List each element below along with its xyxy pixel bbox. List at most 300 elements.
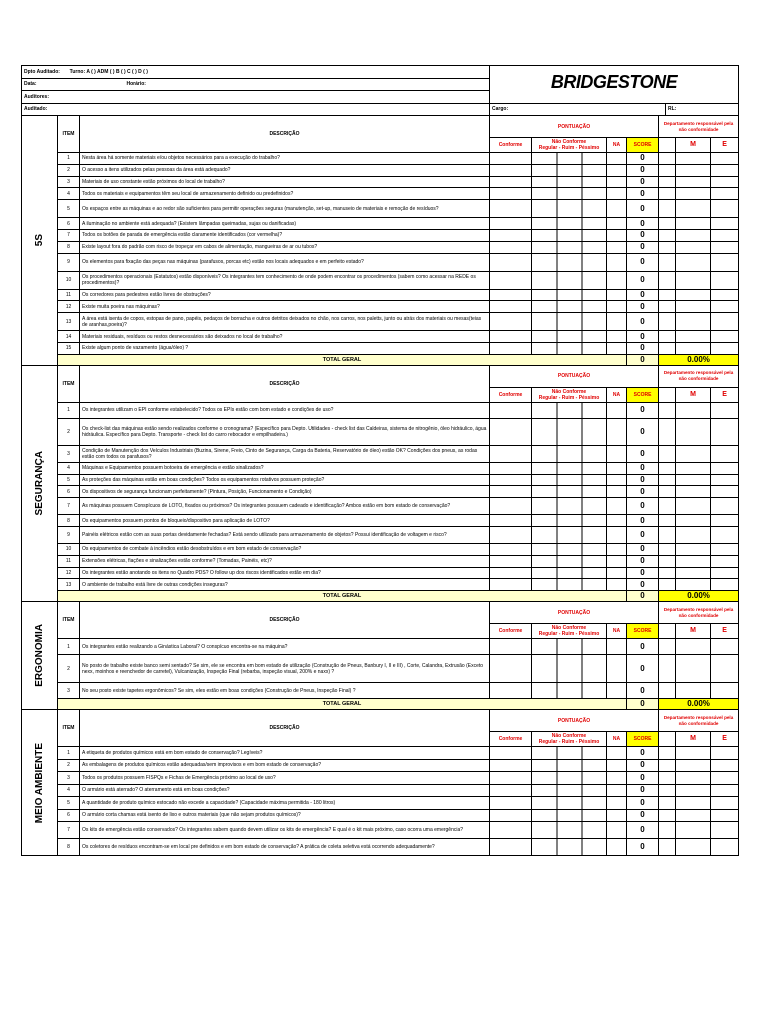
dept-cell[interactable] xyxy=(659,486,676,498)
conforme-cell[interactable] xyxy=(490,515,532,527)
nao-conforme-cell[interactable] xyxy=(532,822,607,839)
auditado-cell[interactable] xyxy=(22,103,490,116)
nao-conforme-cell[interactable] xyxy=(532,313,607,331)
dept-blank-header xyxy=(659,732,676,747)
na-cell[interactable] xyxy=(607,747,627,760)
e-cell[interactable] xyxy=(711,784,739,797)
dept-cell[interactable] xyxy=(659,342,676,354)
na-cell[interactable] xyxy=(607,526,627,543)
na-cell[interactable] xyxy=(607,683,627,699)
dept-cell[interactable] xyxy=(659,759,676,772)
item-number: 15 xyxy=(58,342,80,354)
table-row xyxy=(22,809,739,822)
nao-conforme-header xyxy=(532,624,607,639)
item-number: 5 xyxy=(58,797,80,810)
nao-conforme-cell[interactable] xyxy=(532,655,607,683)
m-cell[interactable] xyxy=(676,218,711,230)
nao-conforme-cell[interactable] xyxy=(532,402,607,418)
descricao-header: DESCRIÇÃO xyxy=(80,365,490,402)
dept-cell[interactable] xyxy=(659,772,676,785)
e-cell[interactable] xyxy=(711,555,739,567)
cargo-cell[interactable] xyxy=(490,103,666,116)
nao-conforme-cell[interactable] xyxy=(532,271,607,289)
conforme-cell[interactable] xyxy=(490,313,532,331)
item-description: O armário está aterrado? O aterramento está em boas condições? xyxy=(80,784,490,797)
na-cell[interactable] xyxy=(607,342,627,354)
m-cell[interactable] xyxy=(676,526,711,543)
nao-conforme-cell[interactable] xyxy=(532,784,607,797)
e-cell[interactable] xyxy=(711,218,739,230)
m-cell[interactable] xyxy=(676,153,711,165)
conforme-cell[interactable] xyxy=(490,526,532,543)
m-cell[interactable] xyxy=(676,445,711,462)
e-cell[interactable] xyxy=(711,498,739,515)
dept-cell[interactable] xyxy=(659,253,676,271)
table-row xyxy=(22,253,739,271)
conforme-cell[interactable] xyxy=(490,784,532,797)
descricao-header: DESCRIÇÃO xyxy=(80,710,490,747)
e-cell[interactable] xyxy=(711,462,739,474)
dept-cell[interactable] xyxy=(659,809,676,822)
conforme-cell[interactable] xyxy=(490,655,532,683)
dept-cell[interactable] xyxy=(659,313,676,331)
conforme-cell[interactable] xyxy=(490,200,532,218)
nao-conforme-cell[interactable] xyxy=(532,515,607,527)
score-cell: 0 xyxy=(627,639,659,655)
na-cell[interactable] xyxy=(607,253,627,271)
nao-conforme-cell[interactable] xyxy=(532,342,607,354)
na-cell[interactable] xyxy=(607,639,627,655)
item-description: Os equipamentos possuem pontos de bloqueio/dispositivo para aplicação de LOTO? xyxy=(80,515,490,527)
na-cell[interactable] xyxy=(607,809,627,822)
dept-cell[interactable] xyxy=(659,331,676,343)
na-cell[interactable] xyxy=(607,289,627,301)
conforme-cell[interactable] xyxy=(490,797,532,810)
nao-conforme-cell[interactable] xyxy=(532,526,607,543)
e-cell[interactable] xyxy=(711,567,739,579)
m-cell[interactable] xyxy=(676,342,711,354)
e-cell[interactable] xyxy=(711,331,739,343)
na-cell[interactable] xyxy=(607,543,627,555)
total-score: 0 xyxy=(627,354,659,365)
conforme-cell[interactable] xyxy=(490,418,532,445)
conforme-cell[interactable] xyxy=(490,402,532,418)
dept-cell[interactable] xyxy=(659,567,676,579)
nao-conforme-cell[interactable] xyxy=(532,639,607,655)
nao-conforme-cell[interactable] xyxy=(532,200,607,218)
dpto-cell[interactable] xyxy=(22,66,490,79)
e-cell[interactable] xyxy=(711,200,739,218)
item-description: Extensões elétricas, fiações e sinalizações estão conforme? (Tomadas, Painéis, etc)? xyxy=(80,555,490,567)
nao-conforme-cell[interactable] xyxy=(532,498,607,515)
e-cell[interactable] xyxy=(711,797,739,810)
conforme-cell[interactable] xyxy=(490,301,532,313)
score-header: SCORE xyxy=(627,387,659,402)
m-cell[interactable] xyxy=(676,200,711,218)
conforme-cell[interactable] xyxy=(490,809,532,822)
header-table xyxy=(21,65,739,116)
na-cell[interactable] xyxy=(607,772,627,785)
item-description: O acesso a itens utilizados pelas pessoas da área está adequado? xyxy=(80,164,490,176)
dept-cell[interactable] xyxy=(659,176,676,188)
conforme-cell[interactable] xyxy=(490,176,532,188)
item-number: 8 xyxy=(58,515,80,527)
na-cell[interactable] xyxy=(607,301,627,313)
item-description: Existe muita poeira nas máquinas? xyxy=(80,301,490,313)
conforme-header: Conforme xyxy=(490,138,532,153)
nao-conforme-sub: Regular - Ruim - Péssimo xyxy=(538,145,600,151)
section-name: SEGURANÇA xyxy=(33,451,45,516)
e-cell[interactable] xyxy=(711,445,739,462)
conforme-cell[interactable] xyxy=(490,555,532,567)
dept-cell[interactable] xyxy=(659,639,676,655)
dept-cell[interactable] xyxy=(659,402,676,418)
na-cell[interactable] xyxy=(607,462,627,474)
nao-conforme-cell[interactable] xyxy=(532,772,607,785)
item-description: No posto de trabalho existe banco semi sentado? Se sim, ele se encontra em bom estado de utilização (Construção de Pneus, Banbury I, II e III) , Corte, Calandra, Extrusão (Exceto nexx, moinhos e reenchedor de carretel), Vulcanização, Inspeção Final (rebarba, inspeção visual, 200% e naxx) ? xyxy=(80,655,490,683)
na-cell[interactable] xyxy=(607,445,627,462)
nao-conforme-cell[interactable] xyxy=(532,797,607,810)
e-cell[interactable] xyxy=(711,579,739,591)
nao-conforme-cell[interactable] xyxy=(532,567,607,579)
nao-conforme-cell[interactable] xyxy=(532,759,607,772)
nao-conforme-cell[interactable] xyxy=(532,445,607,462)
m-cell[interactable] xyxy=(676,515,711,527)
dept-cell[interactable] xyxy=(659,164,676,176)
conforme-cell[interactable] xyxy=(490,772,532,785)
item-description: A área está isenta de copos, estopas de pano, papéis, pedaços de borracha e outros detritos deixados no chão, nos carros, nos paletts, junto ou atrás dos materiais ou mesas(teias de aranhas,poeira)? xyxy=(80,313,490,331)
na-cell[interactable] xyxy=(607,271,627,289)
score-cell: 0 xyxy=(627,515,659,527)
conforme-cell[interactable] xyxy=(490,543,532,555)
e-cell[interactable] xyxy=(711,809,739,822)
na-cell[interactable] xyxy=(607,486,627,498)
item-number: 14 xyxy=(58,331,80,343)
score-cell: 0 xyxy=(627,526,659,543)
score-cell: 0 xyxy=(627,772,659,785)
m-cell[interactable] xyxy=(676,683,711,699)
na-cell[interactable] xyxy=(607,153,627,165)
conforme-cell[interactable] xyxy=(490,474,532,486)
m-cell[interactable] xyxy=(676,567,711,579)
dept-cell[interactable] xyxy=(659,241,676,253)
m-cell[interactable] xyxy=(676,402,711,418)
audit-sheet xyxy=(21,65,738,856)
dept-cell[interactable] xyxy=(659,445,676,462)
table-row xyxy=(22,313,739,331)
nao-conforme-cell[interactable] xyxy=(532,462,607,474)
dept-cell[interactable] xyxy=(659,526,676,543)
conforme-cell[interactable] xyxy=(490,188,532,200)
m-cell[interactable] xyxy=(676,639,711,655)
rl-cell[interactable] xyxy=(666,103,739,116)
e-cell[interactable] xyxy=(711,772,739,785)
nao-conforme-cell[interactable] xyxy=(532,543,607,555)
item-number: 3 xyxy=(58,445,80,462)
na-cell[interactable] xyxy=(607,229,627,241)
nao-conforme-cell[interactable] xyxy=(532,747,607,760)
nao-conforme-cell[interactable] xyxy=(532,418,607,445)
dept-cell[interactable] xyxy=(659,153,676,165)
e-cell[interactable] xyxy=(711,241,739,253)
m-cell[interactable] xyxy=(676,313,711,331)
na-cell[interactable] xyxy=(607,474,627,486)
m-cell[interactable] xyxy=(676,271,711,289)
nao-conforme-cell[interactable] xyxy=(532,683,607,699)
nao-conforme-cell[interactable] xyxy=(532,486,607,498)
nao-conforme-cell[interactable] xyxy=(532,253,607,271)
dept-cell[interactable] xyxy=(659,289,676,301)
dept-cell[interactable] xyxy=(659,271,676,289)
dept-cell[interactable] xyxy=(659,797,676,810)
e-cell[interactable] xyxy=(711,474,739,486)
nao-conforme-cell[interactable] xyxy=(532,188,607,200)
e-cell[interactable] xyxy=(711,271,739,289)
e-cell[interactable] xyxy=(711,747,739,760)
conforme-cell[interactable] xyxy=(490,218,532,230)
na-cell[interactable] xyxy=(607,241,627,253)
dept-cell[interactable] xyxy=(659,784,676,797)
nao-conforme-cell[interactable] xyxy=(532,176,607,188)
na-cell[interactable] xyxy=(607,402,627,418)
m-cell[interactable] xyxy=(676,474,711,486)
nao-conforme-cell[interactable] xyxy=(532,289,607,301)
conforme-cell[interactable] xyxy=(490,639,532,655)
section-name: MEIO AMBIENTE xyxy=(33,742,45,823)
na-cell[interactable] xyxy=(607,418,627,445)
e-cell[interactable] xyxy=(711,655,739,683)
dept-cell[interactable] xyxy=(659,418,676,445)
conforme-cell[interactable] xyxy=(490,153,532,165)
na-cell[interactable] xyxy=(607,188,627,200)
auditado-label: Auditado: xyxy=(24,106,48,113)
score-cell: 0 xyxy=(627,253,659,271)
e-cell[interactable] xyxy=(711,839,739,856)
table-row xyxy=(22,474,739,486)
item-number: 1 xyxy=(58,402,80,418)
item-description: Os procedimentos operacionais (Estatutos) estão disponíveis? Os integrantes tem conhecimento de onde podem encontrar os procedimentos (sabem como acessar na REDE os procedimentos)? xyxy=(80,271,490,289)
na-cell[interactable] xyxy=(607,176,627,188)
dept-cell[interactable] xyxy=(659,218,676,230)
dept-cell[interactable] xyxy=(659,555,676,567)
item-description: Existe layout fora do padrão com risco de tropeçar em cabos de alimentação, mangueiras de ar ou tubos? xyxy=(80,241,490,253)
dept-cell[interactable] xyxy=(659,474,676,486)
e-cell[interactable] xyxy=(711,543,739,555)
item-number: 7 xyxy=(58,498,80,515)
e-cell[interactable] xyxy=(711,418,739,445)
nao-conforme-cell[interactable] xyxy=(532,809,607,822)
conforme-cell[interactable] xyxy=(490,579,532,591)
m-cell[interactable] xyxy=(676,579,711,591)
e-cell[interactable] xyxy=(711,229,739,241)
e-cell[interactable] xyxy=(711,164,739,176)
m-cell[interactable] xyxy=(676,747,711,760)
m-cell[interactable] xyxy=(676,486,711,498)
conforme-cell[interactable] xyxy=(490,462,532,474)
conforme-cell[interactable] xyxy=(490,839,532,856)
m-cell[interactable] xyxy=(676,418,711,445)
m-cell[interactable] xyxy=(676,822,711,839)
na-cell[interactable] xyxy=(607,313,627,331)
item-number: 1 xyxy=(58,639,80,655)
m-cell[interactable] xyxy=(676,655,711,683)
conforme-cell[interactable] xyxy=(490,289,532,301)
conforme-cell[interactable] xyxy=(490,164,532,176)
m-cell[interactable] xyxy=(676,839,711,856)
item-description: Os integrantes estão realizando a Ginástica Laboral? O conspícuo encontra-se na máquina? xyxy=(80,639,490,655)
na-cell[interactable] xyxy=(607,759,627,772)
m-cell[interactable] xyxy=(676,241,711,253)
nao-conforme-cell[interactable] xyxy=(532,241,607,253)
na-cell[interactable] xyxy=(607,839,627,856)
m-cell[interactable] xyxy=(676,498,711,515)
nao-conforme-cell[interactable] xyxy=(532,218,607,230)
e-cell[interactable] xyxy=(711,486,739,498)
m-cell[interactable] xyxy=(676,229,711,241)
na-cell[interactable] xyxy=(607,555,627,567)
na-cell[interactable] xyxy=(607,797,627,810)
m-cell[interactable] xyxy=(676,784,711,797)
e-cell[interactable] xyxy=(711,639,739,655)
na-cell[interactable] xyxy=(607,655,627,683)
auditores-cell[interactable] xyxy=(22,91,490,104)
table-row xyxy=(22,229,739,241)
conforme-cell[interactable] xyxy=(490,822,532,839)
m-cell[interactable] xyxy=(676,188,711,200)
dept-cell[interactable] xyxy=(659,839,676,856)
e-cell[interactable] xyxy=(711,289,739,301)
na-cell[interactable] xyxy=(607,498,627,515)
e-cell[interactable] xyxy=(711,822,739,839)
conforme-cell[interactable] xyxy=(490,486,532,498)
e-cell[interactable] xyxy=(711,759,739,772)
item-number: 4 xyxy=(58,462,80,474)
dept-cell[interactable] xyxy=(659,200,676,218)
e-cell[interactable] xyxy=(711,342,739,354)
conforme-cell[interactable] xyxy=(490,331,532,343)
na-cell[interactable] xyxy=(607,822,627,839)
e-cell[interactable] xyxy=(711,683,739,699)
e-header: E xyxy=(711,732,739,747)
item-number: 2 xyxy=(58,164,80,176)
turno-label: Turno: A ( ) ADM ( ) B ( ) C ( ) D ( ) xyxy=(69,68,148,75)
m-cell[interactable] xyxy=(676,772,711,785)
conforme-cell[interactable] xyxy=(490,241,532,253)
pontuacao-header: PONTUAÇÃO xyxy=(490,602,659,624)
na-cell[interactable] xyxy=(607,515,627,527)
na-cell[interactable] xyxy=(607,200,627,218)
e-cell[interactable] xyxy=(711,526,739,543)
m-cell[interactable] xyxy=(676,543,711,555)
na-cell[interactable] xyxy=(607,579,627,591)
conforme-cell[interactable] xyxy=(490,759,532,772)
section-table xyxy=(21,365,739,602)
score-cell: 0 xyxy=(627,579,659,591)
m-cell[interactable] xyxy=(676,289,711,301)
m-cell[interactable] xyxy=(676,331,711,343)
conforme-cell[interactable] xyxy=(490,229,532,241)
table-row xyxy=(22,655,739,683)
conforme-cell[interactable] xyxy=(490,342,532,354)
score-cell: 0 xyxy=(627,655,659,683)
nao-conforme-cell[interactable] xyxy=(532,229,607,241)
nao-conforme-cell[interactable] xyxy=(532,579,607,591)
m-cell[interactable] xyxy=(676,176,711,188)
e-cell[interactable] xyxy=(711,301,739,313)
conforme-cell[interactable] xyxy=(490,498,532,515)
dept-cell[interactable] xyxy=(659,229,676,241)
m-cell[interactable] xyxy=(676,164,711,176)
conforme-cell[interactable] xyxy=(490,683,532,699)
m-cell[interactable] xyxy=(676,809,711,822)
dept-cell[interactable] xyxy=(659,188,676,200)
nao-conforme-cell[interactable] xyxy=(532,331,607,343)
e-cell[interactable] xyxy=(711,176,739,188)
dept-cell[interactable] xyxy=(659,747,676,760)
total-row xyxy=(22,699,739,710)
nao-conforme-cell[interactable] xyxy=(532,555,607,567)
nao-conforme-cell[interactable] xyxy=(532,474,607,486)
e-cell[interactable] xyxy=(711,313,739,331)
e-cell[interactable] xyxy=(711,402,739,418)
nao-conforme-cell[interactable] xyxy=(532,301,607,313)
conforme-cell[interactable] xyxy=(490,747,532,760)
conforme-cell[interactable] xyxy=(490,253,532,271)
e-cell[interactable] xyxy=(711,515,739,527)
dept-cell[interactable] xyxy=(659,655,676,683)
data-cell[interactable] xyxy=(22,78,490,91)
dept-cell[interactable] xyxy=(659,301,676,313)
dept-cell[interactable] xyxy=(659,683,676,699)
m-cell[interactable] xyxy=(676,301,711,313)
na-cell[interactable] xyxy=(607,331,627,343)
item-description: Os integrantes utilizam o EPI conforme estabelecido? Todos os EPIs estão com bom estado e condições de uso? xyxy=(80,402,490,418)
conforme-cell[interactable] xyxy=(490,567,532,579)
na-cell[interactable] xyxy=(607,784,627,797)
nao-conforme-cell[interactable] xyxy=(532,164,607,176)
na-cell[interactable] xyxy=(607,164,627,176)
score-cell: 0 xyxy=(627,331,659,343)
na-cell[interactable] xyxy=(607,567,627,579)
na-cell[interactable] xyxy=(607,218,627,230)
m-cell[interactable] xyxy=(676,759,711,772)
dept-cell[interactable] xyxy=(659,462,676,474)
m-cell[interactable] xyxy=(676,555,711,567)
e-header: E xyxy=(711,624,739,639)
nao-conforme-cell[interactable] xyxy=(532,839,607,856)
m-cell[interactable] xyxy=(676,253,711,271)
m-cell[interactable] xyxy=(676,797,711,810)
nao-conforme-cell[interactable] xyxy=(532,153,607,165)
departamento-header: Departamento responsável pela não conformidade xyxy=(659,710,739,732)
section-table xyxy=(21,709,739,856)
dept-cell[interactable] xyxy=(659,515,676,527)
table-row xyxy=(22,188,739,200)
dept-cell[interactable] xyxy=(659,543,676,555)
e-cell[interactable] xyxy=(711,188,739,200)
nao-conforme-header xyxy=(532,138,607,153)
dept-cell[interactable] xyxy=(659,822,676,839)
m-cell[interactable] xyxy=(676,462,711,474)
conforme-cell[interactable] xyxy=(490,445,532,462)
e-cell[interactable] xyxy=(711,153,739,165)
dept-cell[interactable] xyxy=(659,498,676,515)
dept-cell[interactable] xyxy=(659,579,676,591)
conforme-cell[interactable] xyxy=(490,271,532,289)
table-row xyxy=(22,543,739,555)
score-cell: 0 xyxy=(627,822,659,839)
e-cell[interactable] xyxy=(711,253,739,271)
